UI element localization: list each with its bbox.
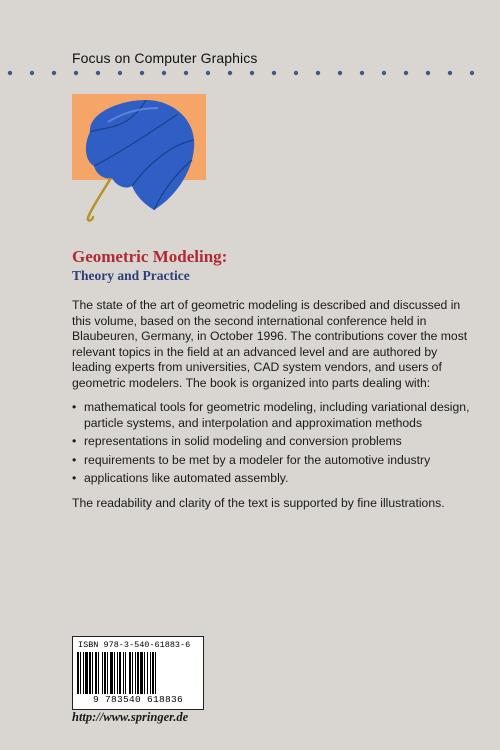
barcode-bar <box>107 652 108 694</box>
barcode <box>72 636 204 710</box>
barcode-bar <box>140 652 143 694</box>
blurb <box>72 298 472 511</box>
dot <box>250 71 254 75</box>
umbrella-icon <box>68 94 208 224</box>
dot <box>206 71 210 75</box>
dot <box>382 71 386 75</box>
barcode-bar <box>110 652 113 694</box>
dot <box>294 71 298 75</box>
dot <box>272 71 276 75</box>
dot <box>140 71 144 75</box>
series-title: Focus on Computer Graphics <box>72 50 258 66</box>
dot <box>448 71 452 75</box>
barcode-bar <box>95 652 97 694</box>
dot <box>8 71 12 75</box>
dot <box>52 71 56 75</box>
intro-paragraph: The state of the art of geometric modeling is described and discussed in this volume, based on the second international conference held in Blaubeuren, Germany, in October 1996. The contributions cover the most relevant topics in the field at an advanced level and are authored by leading experts from universities, CAD system vendors, and users of geometric modelers. The book is organized into parts dealing with: <box>72 298 468 390</box>
barcode-bar <box>147 652 148 694</box>
dot <box>426 71 430 75</box>
book-title: Geometric Modeling: <box>72 247 228 266</box>
barcode-bar <box>102 652 103 694</box>
dotted-rule <box>0 66 500 80</box>
dot <box>228 71 232 75</box>
dot <box>316 71 320 75</box>
dot <box>470 71 474 75</box>
dot <box>96 71 100 75</box>
topic-item: • requirements to be met by a modeler for the automotive industry <box>72 453 472 469</box>
barcode-bar <box>114 652 115 694</box>
barcode-bar <box>132 652 133 694</box>
barcode-bar <box>80 652 81 694</box>
barcode-bar <box>150 652 151 694</box>
barcode-bar <box>152 652 154 694</box>
barcode-bar <box>135 652 136 694</box>
topic-item: • applications like automated assembly. <box>72 471 472 487</box>
barcode-bar <box>83 652 84 694</box>
topic-item: • mathematical tools for geometric modeling, including variational design, particle systems, and interpolation and approximation methods <box>72 400 472 431</box>
dot <box>74 71 78 75</box>
barcode-bar <box>77 652 79 694</box>
barcode-bar <box>104 652 106 694</box>
barcode-bar <box>125 652 126 694</box>
dot <box>338 71 342 75</box>
barcode-bar <box>129 652 131 694</box>
book-subtitle: Theory and Practice <box>72 268 190 283</box>
dot <box>184 71 188 75</box>
topic-item: • representations in solid modeling and conversion problems <box>72 434 472 450</box>
dot <box>30 71 34 75</box>
barcode-bar <box>137 652 139 694</box>
ean-number: 9 783540 618836 <box>92 694 183 705</box>
topic-list <box>72 400 472 487</box>
barcode-bar <box>155 652 156 694</box>
dot <box>360 71 364 75</box>
barcode-bar <box>123 652 124 694</box>
barcode-bars <box>77 652 199 694</box>
publisher-url: http://www.springer.de <box>72 710 189 724</box>
dot <box>404 71 408 75</box>
barcode-bar <box>92 652 93 694</box>
closing-paragraph: The readability and clarity of the text is supported by fine illustrations. <box>72 495 445 510</box>
barcode-bar <box>117 652 118 694</box>
barcode-bar <box>98 652 99 694</box>
barcode-bar <box>85 652 88 694</box>
dot <box>162 71 166 75</box>
dot <box>118 71 122 75</box>
barcode-bar <box>119 652 121 694</box>
barcode-bar <box>89 652 91 694</box>
isbn-number: ISBN 978-3-540-61883-6 <box>78 640 191 650</box>
barcode-bar <box>144 652 145 694</box>
